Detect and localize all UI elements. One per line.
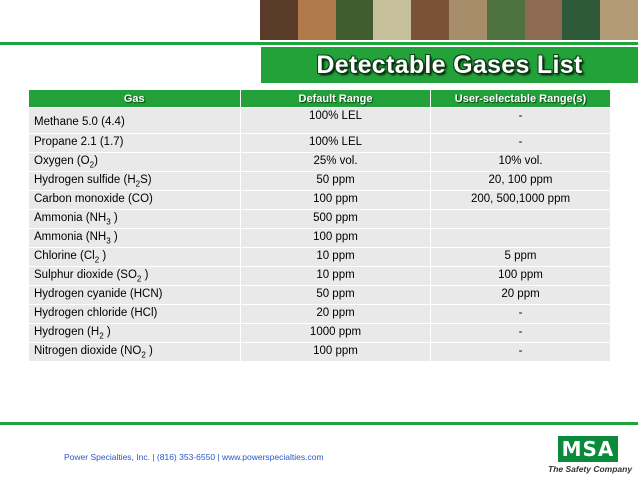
cell-gas: Oxygen $(O_2)$ bbox=[29, 153, 241, 172]
cell-gas: Chlorine ($Cl_2$ ) bbox=[29, 248, 241, 267]
cell-gas: Hydrogen cyanide (HCN) bbox=[29, 286, 241, 305]
cell-default-range: 100 ppm bbox=[241, 191, 431, 210]
cell-user-range: - bbox=[431, 108, 611, 134]
footer-contact: Power Specialties, Inc. | (816) 353-6550 | www.powerspecialties.com bbox=[64, 452, 324, 462]
cell-user-range: - bbox=[431, 134, 611, 153]
cell-default-range: 50 ppm bbox=[241, 172, 431, 191]
cell-gas: Hydrogen sulfide $(H_2S)$ bbox=[29, 172, 241, 191]
header-photo bbox=[298, 0, 336, 40]
cell-user-range: - bbox=[431, 305, 611, 324]
cell-gas: Hydrogen ($H_2$ ) bbox=[29, 324, 241, 343]
table-header-row bbox=[29, 90, 611, 108]
cell-user-range bbox=[431, 210, 611, 229]
cell-gas: Carbon monoxide (CO) bbox=[29, 191, 241, 210]
cell-default-range: 500 ppm bbox=[241, 210, 431, 229]
header-default-range: Default Range bbox=[241, 90, 431, 108]
cell-default-range: 100 ppm bbox=[241, 229, 431, 248]
logo-mark: MSA bbox=[558, 436, 619, 462]
cell-user-range: 10% vol. bbox=[431, 153, 611, 172]
table-row bbox=[29, 134, 611, 153]
table-row bbox=[29, 305, 611, 324]
header-user-range: User-selectable Range(s) bbox=[431, 90, 611, 108]
cell-default-range: 1000 ppm bbox=[241, 324, 431, 343]
header-gas: Gas bbox=[29, 90, 241, 108]
table-row bbox=[29, 172, 611, 191]
table-row bbox=[29, 191, 611, 210]
cell-user-range: 20 ppm bbox=[431, 286, 611, 305]
cell-gas: Methane 5.0 (4.4) bbox=[29, 108, 241, 134]
cell-default-range: 100% LEL bbox=[241, 134, 431, 153]
cell-default-range: 100% LEL bbox=[241, 108, 431, 134]
cell-user-range: - bbox=[431, 343, 611, 362]
cell-default-range: 50 ppm bbox=[241, 286, 431, 305]
table-row bbox=[29, 229, 611, 248]
cell-gas: Ammonia ($NH_3$ ) bbox=[29, 210, 241, 229]
header-photo bbox=[336, 0, 374, 40]
table-row bbox=[29, 108, 611, 134]
header-photo bbox=[487, 0, 525, 40]
table-row bbox=[29, 267, 611, 286]
table-row bbox=[29, 324, 611, 343]
header-photo-strip bbox=[260, 0, 638, 40]
header-photo bbox=[411, 0, 449, 40]
title-banner bbox=[261, 47, 638, 83]
header-photo bbox=[525, 0, 563, 40]
cell-gas: Hydrogen chloride (HCl) bbox=[29, 305, 241, 324]
header-photo bbox=[562, 0, 600, 40]
cell-user-range: 200, 500,1000 ppm bbox=[431, 191, 611, 210]
cell-default-range: 10 ppm bbox=[241, 267, 431, 286]
table-row bbox=[29, 286, 611, 305]
cell-user-range: 5 ppm bbox=[431, 248, 611, 267]
bottom-divider bbox=[0, 422, 638, 425]
logo-tagline: The Safety Company bbox=[548, 464, 633, 474]
table-row bbox=[29, 248, 611, 267]
cell-gas: Ammonia ($NH_3$ ) bbox=[29, 229, 241, 248]
cell-user-range bbox=[431, 229, 611, 248]
header-photo bbox=[373, 0, 411, 40]
table-row bbox=[29, 210, 611, 229]
msa-logo bbox=[548, 436, 633, 474]
header-photo bbox=[260, 0, 298, 40]
page-title: Detectable Gases List bbox=[316, 50, 583, 79]
cell-default-range: 100 ppm bbox=[241, 343, 431, 362]
cell-gas: Nitrogen dioxide ($NO_2$ ) bbox=[29, 343, 241, 362]
header-photo bbox=[449, 0, 487, 40]
cell-user-range: 20, 100 ppm bbox=[431, 172, 611, 191]
header-photo bbox=[600, 0, 638, 40]
cell-default-range: 10 ppm bbox=[241, 248, 431, 267]
cell-user-range: 100 ppm bbox=[431, 267, 611, 286]
cell-user-range: - bbox=[431, 324, 611, 343]
cell-default-range: 25% vol. bbox=[241, 153, 431, 172]
cell-gas: Propane 2.1 (1.7) bbox=[29, 134, 241, 153]
top-divider bbox=[0, 42, 638, 45]
table-row bbox=[29, 343, 611, 362]
gas-table bbox=[28, 90, 611, 362]
cell-gas: Sulphur dioxide ($SO_2$ ) bbox=[29, 267, 241, 286]
cell-default-range: 20 ppm bbox=[241, 305, 431, 324]
table-row bbox=[29, 153, 611, 172]
